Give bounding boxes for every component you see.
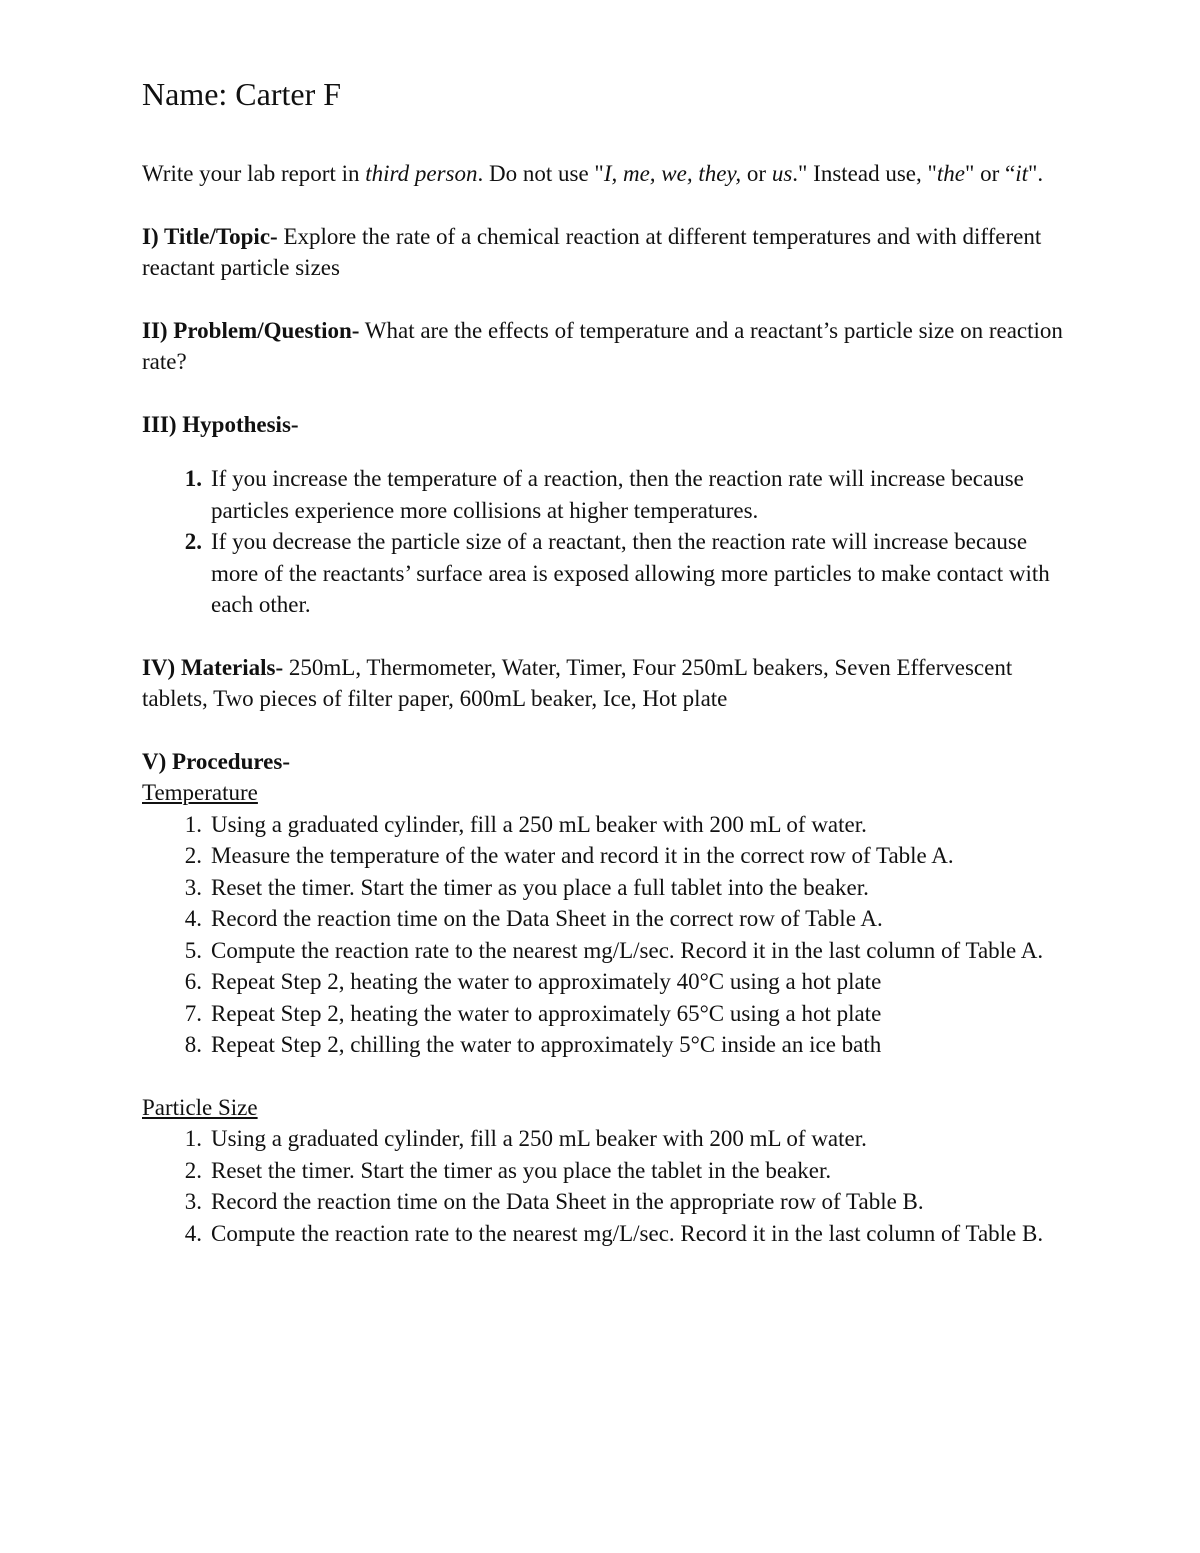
procedures-section xyxy=(142,746,1080,1250)
hypothesis-list xyxy=(142,463,1080,621)
problem-text: What are the effects of temperature and a reactant’s particle size on reaction rate? xyxy=(142,317,1063,374)
list-item: 7. Repeat Step 2, heating the water to approximately 65°C using a hot plate xyxy=(184,1000,882,1026)
list-item: 1. If you increase the temperature of a reaction, then the reaction rate will increase because particles experience more collisions at higher temperatures. xyxy=(184,466,1024,523)
temperature-steps xyxy=(142,809,1080,1061)
materials-section xyxy=(142,652,1080,715)
list-item: 3. Record the reaction time on the Data Sheet in the appropriate row of Table B. xyxy=(184,1189,924,1214)
problem-label: II) Problem/Question- xyxy=(142,317,360,343)
list-item: 1. Using a graduated cylinder, fill a 250 mL beaker with 200 mL of water. xyxy=(184,811,867,837)
title-text: Explore the rate of a chemical reaction at different temperatures and with different reactant particle sizes xyxy=(142,223,1042,280)
list-item: 1. Using a graduated cylinder, fill a 250 mL beaker with 200 mL of water. xyxy=(184,1126,867,1151)
temperature-heading: Temperature xyxy=(142,780,258,805)
list-item: 4. Compute the reaction rate to the nearest mg/L/sec. Record it in the last column of Table B. xyxy=(184,1220,1044,1246)
title-section xyxy=(142,221,1080,284)
problem-section xyxy=(142,315,1080,378)
particle-size-steps xyxy=(142,1123,1080,1249)
hypothesis-section xyxy=(142,409,1080,621)
title-label: I) Title/Topic- xyxy=(142,223,278,249)
list-item: 6. Repeat Step 2, heating the water to approximately 40°C using a hot plate xyxy=(184,969,882,994)
list-item: 4. Record the reaction time on the Data Sheet in the correct row of Table A. xyxy=(184,906,883,931)
list-item: 2. Measure the temperature of the water and record it in the correct row of Table A. xyxy=(184,843,954,868)
list-item: 2. If you decrease the particle size of a reactant, then the reaction rate will increase because more of the reactants’ surface area is exposed allowing more particles to make contact with each other. xyxy=(184,529,1050,617)
procedures-label: V) Procedures- xyxy=(142,748,290,774)
list-item: 8. Repeat Step 2, chilling the water to approximately 5°C inside an ice bath xyxy=(184,1032,882,1057)
list-item: 2. Reset the timer. Start the timer as you place the tablet in the beaker. xyxy=(184,1157,832,1183)
particle-size-heading: Particle Size xyxy=(142,1094,258,1120)
student-name: Name: Carter F xyxy=(142,76,342,112)
list-item: 3. Reset the timer. Start the timer as you place a full tablet into the beaker. xyxy=(184,874,869,900)
materials-text: 250mL, Thermometer, Water, Timer, Four 250mL beakers, Seven Effervescent tablets, Two pieces of filter paper, 600mL beaker, Ice, Hot plate xyxy=(142,654,1013,711)
materials-label: IV) Materials- xyxy=(142,654,284,680)
list-item: 5. Compute the reaction rate to the nearest mg/L/sec. Record it in the last column of Table A. xyxy=(184,937,1044,963)
instructions: Write your lab report in third person. Do not use "I, me, we, they, or us." Instead use, "the" or “it". xyxy=(142,161,1044,186)
hypothesis-label: III) Hypothesis- xyxy=(142,411,299,437)
